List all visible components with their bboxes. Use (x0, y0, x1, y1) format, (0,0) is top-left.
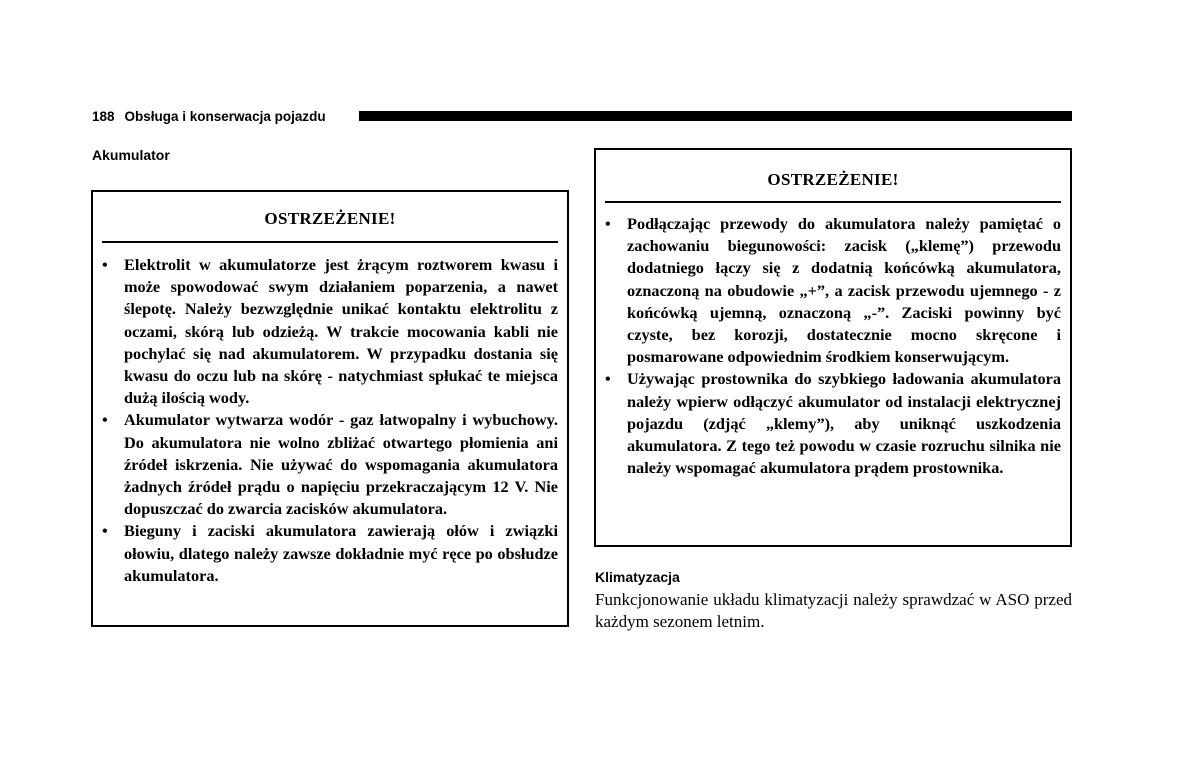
list-item-text: Podłączając przewody do akumulatora należy pamiętać o zachowaniu biegunowości: zacisk („klemę”) przewodu dodatniego łączy się z dodatnią końcówką akumulatora, oznaczoną na obudowie „+”, a zacisk przewodu ujemnego - z końcówką ujemną, oznaczoną „-”. Zaciski powinny być czyste, bez korozji, dostatecznie mocno skręcone i posmarowane odpowiednim środkiem konserwującym. (627, 214, 1061, 367)
warning-title-right: OSTRZEŻENIE! (767, 170, 899, 189)
bullet-icon: • (102, 255, 108, 274)
warning-list-right (605, 213, 1061, 479)
klimatyzacja-paragraph: Funkcjonowanie układu klimatyzacji należy sprawdzać w ASO przed każdym sezonem letnim. (595, 590, 1072, 631)
section-title: Obsługa i konserwacja pojazdu (124, 109, 326, 124)
warning-box-right (594, 148, 1072, 547)
list-item (102, 409, 558, 520)
page-number: 188 (92, 109, 115, 124)
warning-box-left (91, 190, 569, 627)
warning-rule-right (605, 201, 1061, 203)
list-item (605, 368, 1061, 479)
heading-klimatyzacja: Klimatyzacja (595, 569, 680, 585)
list-item-text: Używając prostownika do szybkiego ładowania akumulatora należy wpierw odłączyć akumulator od instalacji elektrycznej pojazdu (zdjąć „klemy”), aby uniknąć uszkodzenia akumulatora. Z tego też powodu w czasie rozruchu silnika nie należy wspomagać akumulatora prądem prostownika. (627, 369, 1061, 478)
bullet-icon: • (102, 521, 108, 541)
warning-rule-left (102, 241, 558, 243)
list-item (102, 520, 558, 587)
list-item (102, 254, 558, 409)
bullet-icon: • (605, 369, 611, 389)
header-bar (359, 111, 1072, 121)
page-header (92, 106, 1072, 130)
list-item-text: Akumulator wytwarza wodór - gaz łatwopalny i wybuchowy. Do akumulatora nie wolno zbliżać otwartego płomienia ani źródeł iskrzenia. Nie używać do wspomagania akumulatora żadnych źródeł prądu o napięciu przekraczającym 12 V. Nie dopuszczać do zwarcia zacisków akumulatora. (124, 410, 558, 519)
list-item (605, 213, 1061, 368)
bullet-icon: • (102, 410, 108, 430)
list-item-text: Bieguny i zaciski akumulatora zawierają ołów i związki ołowiu, dlatego należy zawsze dokładnie myć ręce po obsłudze akumulatora. (124, 521, 558, 585)
heading-akumulator: Akumulator (92, 147, 170, 163)
list-item-text: Elektrolit w akumulatorze jest żrącym roztworem kwasu i może spowodować swym działaniem poparzenia, a nawet ślepotę. Należy bezwzględnie unikać kontaktu elektrolitu z oczami, skórą lub odzieżą. W trakcie mocowania kabli nie pochylać się nad akumulatorem. W przypadku dostania się kwasu do oczu lub na skórę - natychmiast spłukać te miejsca dużą ilością wody. (124, 255, 558, 408)
warning-list-left (102, 254, 558, 587)
header-text (92, 109, 326, 124)
bullet-icon: • (605, 214, 611, 233)
warning-title-left: OSTRZEŻENIE! (264, 209, 396, 228)
